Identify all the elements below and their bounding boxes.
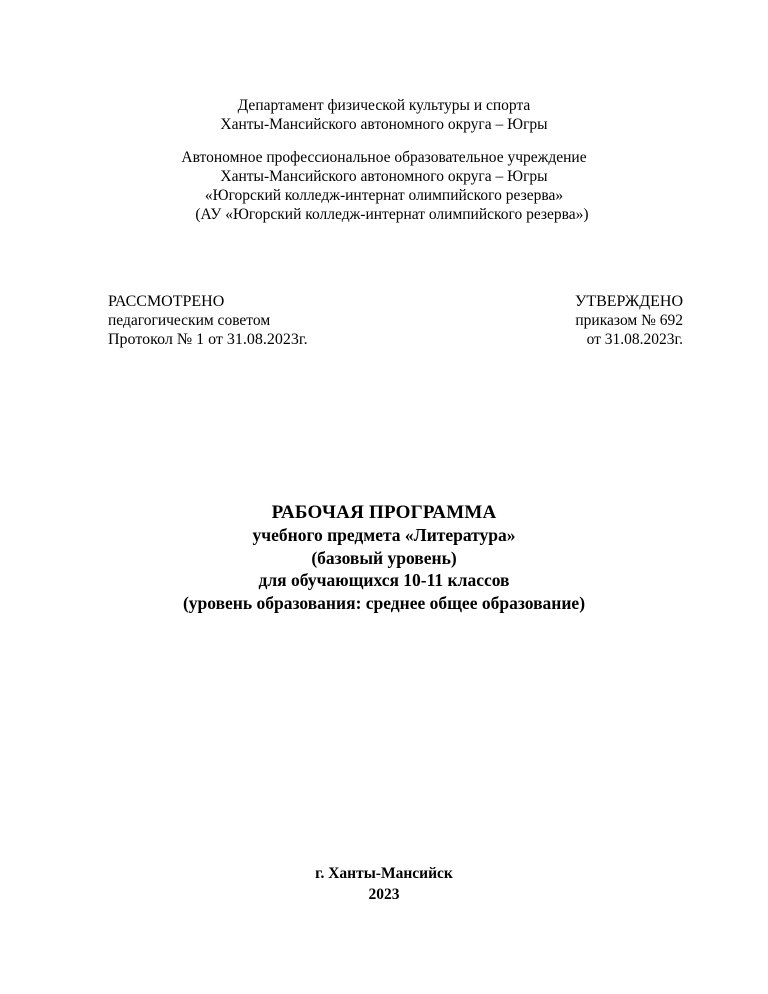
footer-year: 2023	[368, 886, 400, 903]
organization-header	[0, 148, 768, 224]
document-footer	[0, 863, 768, 905]
program-education-level: (уровень образования: среднее общее образование)	[182, 592, 586, 613]
approved-block	[575, 292, 683, 349]
department-line-2: Ханты-Мансийского автономного округа – Югры	[220, 116, 548, 133]
approved-heading: УТВЕРЖДЕНО	[574, 293, 683, 310]
program-subject: учебного предмета «Литература»	[252, 525, 516, 545]
reviewed-by: педагогическим советом	[108, 312, 271, 329]
approved-date: от 31.08.2023г.	[586, 331, 683, 348]
reviewed-protocol: Протокол № 1 от 31.08.2023г.	[108, 331, 308, 348]
program-title: РАБОЧАЯ ПРОГРАММА	[271, 502, 497, 523]
organization-line-1: Автономное профессиональное образовательное учреждение	[181, 149, 587, 166]
organization-line-3: «Югорский колледж-интернат олимпийского резерва»	[204, 187, 564, 204]
program-audience: для обучающихся 10-11 классов	[258, 570, 510, 590]
program-level: (базовый уровень)	[311, 547, 457, 568]
organization-line-2: Ханты-Мансийского автономного округа – Югры	[220, 168, 548, 185]
footer-city: г. Ханты-Мансийск	[315, 865, 453, 882]
department-line-1: Департамент физической культуры и спорта	[237, 97, 531, 114]
reviewed-block	[108, 292, 308, 349]
program-title-block	[0, 501, 768, 614]
department-header	[0, 96, 768, 134]
organization-line-4: (АУ «Югорский колледж-интернат олимпийского резерва»)	[195, 206, 589, 223]
approved-order: приказом № 692	[575, 312, 683, 329]
reviewed-heading: РАССМОТРЕНО	[108, 293, 225, 310]
